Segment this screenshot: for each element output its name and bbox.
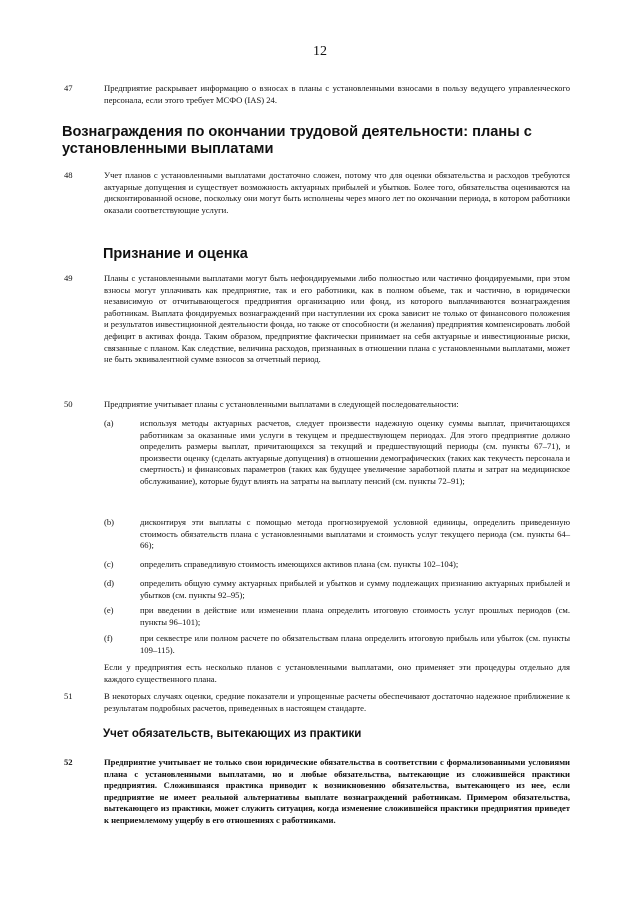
list-item-label: (a): [104, 418, 114, 428]
paragraph-number: 47: [64, 83, 73, 93]
section-heading: Вознаграждения по окончании трудовой деятельности: планы с установленными выплатами: [62, 124, 532, 157]
list-item-text: при введении в действие или изменении плана определить итоговую стоимость услуг прошлых периодов (см. пункты 96–101);: [140, 605, 570, 627]
paragraph-number: 48: [64, 170, 73, 180]
list-item-label: (b): [104, 517, 115, 527]
list-item-b: [104, 517, 570, 552]
paragraph-text: Предприятие учитывает не только свои юридические обязательства в соответствии с формализованными условиями плана с установленными выплатами, но и любые обязательства, вытекающие из сложившейся практики предприятия. Сложившаяся практика приводит к возникновению обязательства, вытекающего из нее, если предприятие не имеет реальной альтернативы выплате вознаграждений работникам. Примером обязательства, вытекающего из практики, может служить ситуация, когда изменение сложившейся практики предприятия приведет к неприемлемому ущербу в его отношениях с работниками.: [104, 757, 570, 825]
paragraph-text: Учет планов с установленными выплатами достаточно сложен, потому что для оценки обязательства и расходов требуются актуарные допущения и существует возможность актуарных прибылей и убытков. Более того, обязательства оцениваются на дисконтированной основе, поскольку они могут быть исполнены через много лет по окончании периода, в котором работники оказали соответствующие услуги.: [104, 170, 570, 215]
paragraph-49: [64, 273, 570, 366]
paragraph-47: [64, 83, 570, 106]
paragraph-50-outro: [64, 662, 570, 685]
list-item-label: (e): [104, 605, 114, 615]
list-item-d: [104, 578, 570, 601]
list-item-text: используя методы актуарных расчетов, следует произвести надежную оценку суммы выплат, причитающихся работникам за оказанные ими услуги в текущем и предшествующем периодах. Для этого предприятие должно определить размеры выплат, причитающихся за текущий и предшествующий периоды (см. пункты 67–71), и произвести оценку (сделать актуарные допущения) в отношении демографических (таких как текучесть персонала и смертность) и финансовых параметров (таких как будущее увеличение заработной платы и затрат на медицинское обслуживание), которые будут влиять на затраты на выплату пенсий (см. пункты 72–91);: [140, 418, 570, 486]
subsection-heading: Признание и оценка: [103, 246, 248, 262]
list-item-text: при секвестре или полном расчете по обязательствам плана определить итоговую прибыль или убыток (см. пункты 109–115).: [140, 633, 570, 655]
paragraph-text: Планы с установленными выплатами могут быть нефондируемыми либо полностью или частично фондируемыми, при этом взносы могут уплачивать как предприятие, так и его работники, как в полном объеме, так и частично, в юридически независимую от отчитывающегося предприятия организацию или фонд, из которого выплачиваются вознаграждения работникам. Выплата фондируемых вознаграждений при наступлении их срока зависит не только от финансового положения и результатов инвестиционной деятельности фонда, но также от способности (и желания) предприятия компенсировать любой дефицит в активах фонда. Таким образом, предприятие фактически принимает на себя актуарные и инвестиционные риски, связанные с планом. Как следствие, величина расходов, признанных в отношении плана с установленными выплатами, может не быть эквивалентной сумме взносов за отчетный период.: [104, 273, 570, 365]
paragraph-52: [64, 757, 570, 827]
list-item-a: [104, 418, 570, 488]
list-item-text: дисконтируя эти выплаты с помощью метода прогнозируемой условной единицы, определить приведенную стоимость обязательств плана с установленными выплатами и стоимость услуг текущего периода (см. пункты 64–66);: [140, 517, 570, 551]
list-item-label: (f): [104, 633, 113, 643]
paragraph-number: 52: [64, 757, 73, 767]
paragraph-intro: Предприятие учитывает планы с установленными выплатами в следующей последовательности:: [104, 399, 459, 409]
page-number: 12: [313, 44, 327, 59]
subsection-heading-minor: Учет обязательств, вытекающих из практики: [103, 728, 362, 740]
paragraph-50: [64, 399, 570, 411]
paragraph-48: [64, 170, 570, 216]
paragraph-number: 49: [64, 273, 73, 283]
list-item-label: (c): [104, 559, 114, 569]
list-item-label: (d): [104, 578, 115, 588]
paragraph-text: Если у предприятия есть несколько планов с установленными выплатами, оно применяет эти процедуры отдельно для каждого существенного плана.: [104, 662, 570, 684]
paragraph-text: В некоторых случаях оценки, средние показатели и упрощенные расчеты обеспечивают достаточно надежное приближение к результатам подробных расчетов, приведенных в настоящем стандарте.: [104, 691, 570, 713]
list-item-c: [104, 559, 570, 571]
list-item-text: определить общую сумму актуарных прибылей и убытков и сумму подлежащих признанию актуарных прибылей и убытков (см. пункты 92–95);: [140, 578, 570, 600]
paragraph-51: [64, 691, 570, 714]
list-item-f: [104, 633, 570, 656]
list-item-e: [104, 605, 570, 628]
paragraph-text: Предприятие раскрывает информацию о взносах в планы с установленными взносами в пользу ведущего управленческого персонала, если этого требует МСФО (IAS) 24.: [104, 83, 570, 105]
paragraph-number: 51: [64, 691, 73, 701]
list-item-text: определить справедливую стоимость имеющихся активов плана (см. пункты 102–104);: [140, 559, 459, 569]
paragraph-number: 50: [64, 399, 73, 409]
